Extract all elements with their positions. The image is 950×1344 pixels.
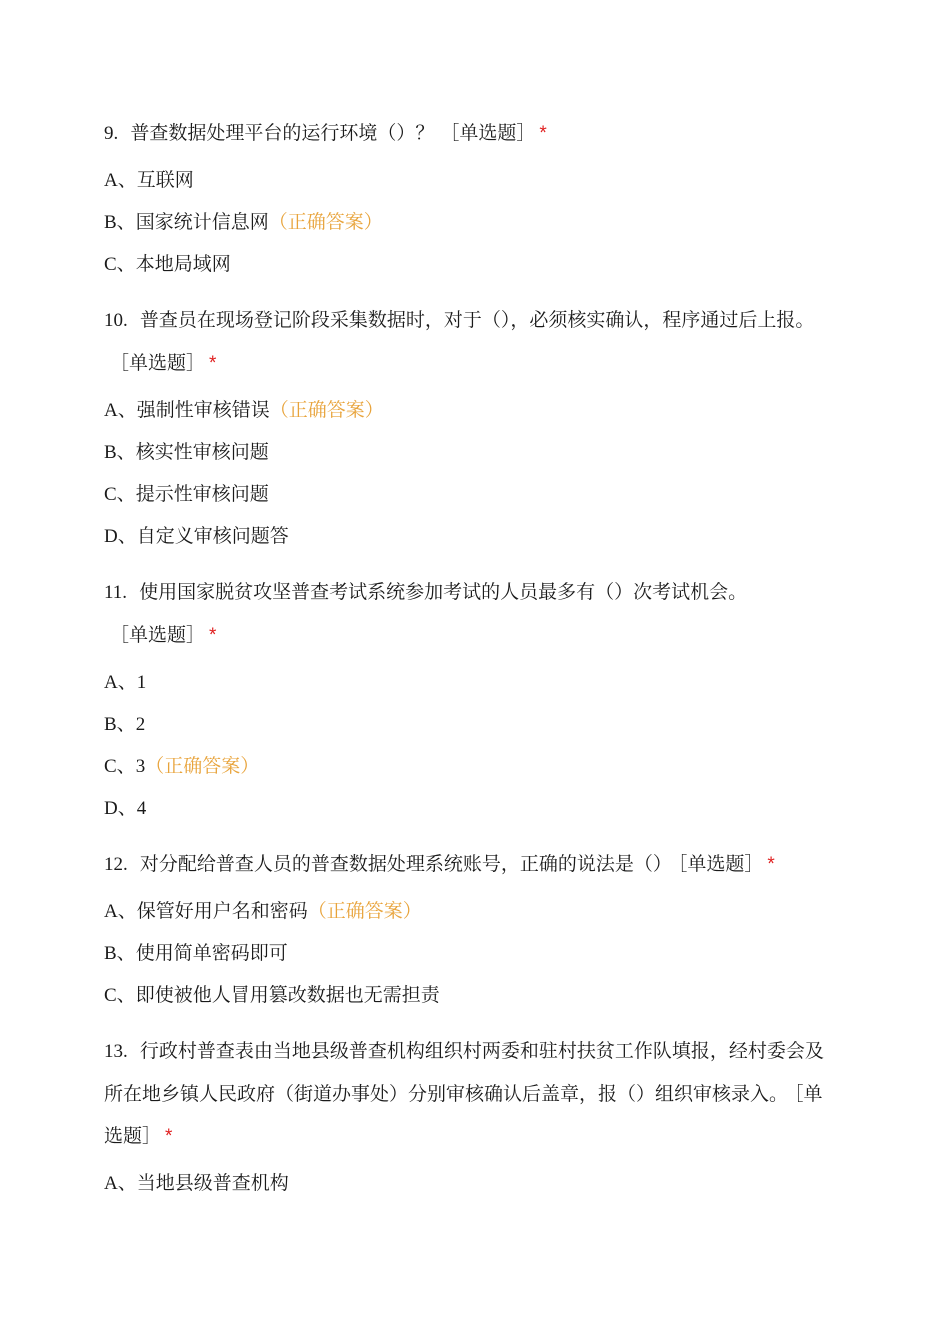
option-d[interactable] [104,515,838,557]
option-letter: A、 [104,170,137,191]
question-number: 10. [104,310,128,331]
correct-answer-tag: （正确答案） [307,900,422,922]
option-letter: C、 [104,756,136,777]
option-letter: C、 [104,484,136,505]
option-text: 使用简单密码即可 [135,942,288,964]
option-letter: C、 [104,254,136,275]
required-mark: * [209,625,217,646]
option-text: 自定义审核问题答 [136,525,289,547]
option-letter: C、 [104,985,136,1006]
option-text: 1 [136,672,147,693]
question-13 [104,1030,838,1204]
option-c[interactable] [104,974,838,1016]
option-letter: A、 [104,672,137,693]
question-11 [104,571,838,829]
correct-answer-tag: （正确答案） [268,211,383,233]
option-text: 强制性审核错误 [136,399,270,421]
option-b[interactable] [104,431,838,473]
option-letter: A、 [104,1173,137,1194]
question-text: 普查数据处理平台的运行环境（）？ [130,122,435,144]
option-text: 保管好用户名和密码 [136,900,308,922]
option-b[interactable] [104,201,838,243]
option-text: 3 [135,756,146,777]
option-text: 核实性审核问题 [135,441,269,463]
question-stem [104,571,838,657]
question-number: 9. [104,123,119,144]
question-type: ［单选题］ [677,853,764,875]
option-a[interactable] [104,661,838,703]
option-d[interactable] [104,787,838,829]
question-text: 使用国家脱贫攻坚普查考试系统参加考试的人员最多有（）次考试机会。 [139,581,748,603]
question-stem [104,843,838,886]
option-a[interactable] [104,890,838,932]
option-text: 互联网 [136,169,194,191]
question-type: ［单选题］ [110,352,206,374]
question-type: ［单选题］ [440,122,536,144]
question-number: 11. [104,582,128,603]
option-c[interactable] [104,243,838,285]
questionnaire-page [104,112,838,1204]
option-letter: A、 [104,400,137,421]
question-stem [104,112,838,155]
option-text: 即使被他人冒用篡改数据也无需担责 [135,984,440,1006]
option-letter: B、 [104,714,136,735]
question-text: 行政村普查表由当地县级普查机构组织村两委和驻村扶贫工作队填报，经村委会及所在地乡镇人民政府（街道办事处）分别审核确认后盖章，报（）组织审核录入。 [104,1040,824,1105]
option-a[interactable] [104,1162,838,1204]
option-letter: A、 [104,901,137,922]
question-text: 对分配给普查人员的普查数据处理系统账号，正确的说法是（） [139,853,672,875]
option-letter: D、 [104,526,137,547]
question-number: 12. [104,854,128,875]
option-a[interactable] [104,159,838,201]
question-number: 13. [104,1041,128,1062]
required-mark: * [539,123,547,144]
question-10 [104,299,838,557]
question-stem [104,299,838,385]
option-text: 国家统计信息网 [135,211,269,233]
question-type: ［单选题］ [110,624,206,646]
required-mark: * [209,353,217,374]
question-stem [104,1030,838,1158]
option-text: 4 [136,798,147,819]
correct-answer-tag: （正确答案） [145,755,260,777]
option-letter: B、 [104,943,136,964]
option-letter: B、 [104,212,136,233]
option-a[interactable] [104,389,838,431]
question-text: 普查员在现场登记阶段采集数据时，对于（），必须核实确认，程序通过后上报。 [139,309,815,331]
question-12 [104,843,838,1016]
option-b[interactable] [104,932,838,974]
option-c[interactable] [104,473,838,515]
required-mark: * [165,1126,173,1147]
option-text: 2 [135,714,146,735]
option-letter: D、 [104,798,137,819]
correct-answer-tag: （正确答案） [269,399,384,421]
option-b[interactable] [104,703,838,745]
required-mark: * [767,854,775,875]
question-type: ［单选题］ [104,1083,823,1147]
option-c[interactable] [104,745,838,787]
option-text: 提示性审核问题 [135,483,269,505]
option-text: 本地局域网 [135,253,231,275]
option-text: 当地县级普查机构 [136,1172,289,1194]
option-letter: B、 [104,442,136,463]
question-9 [104,112,838,285]
